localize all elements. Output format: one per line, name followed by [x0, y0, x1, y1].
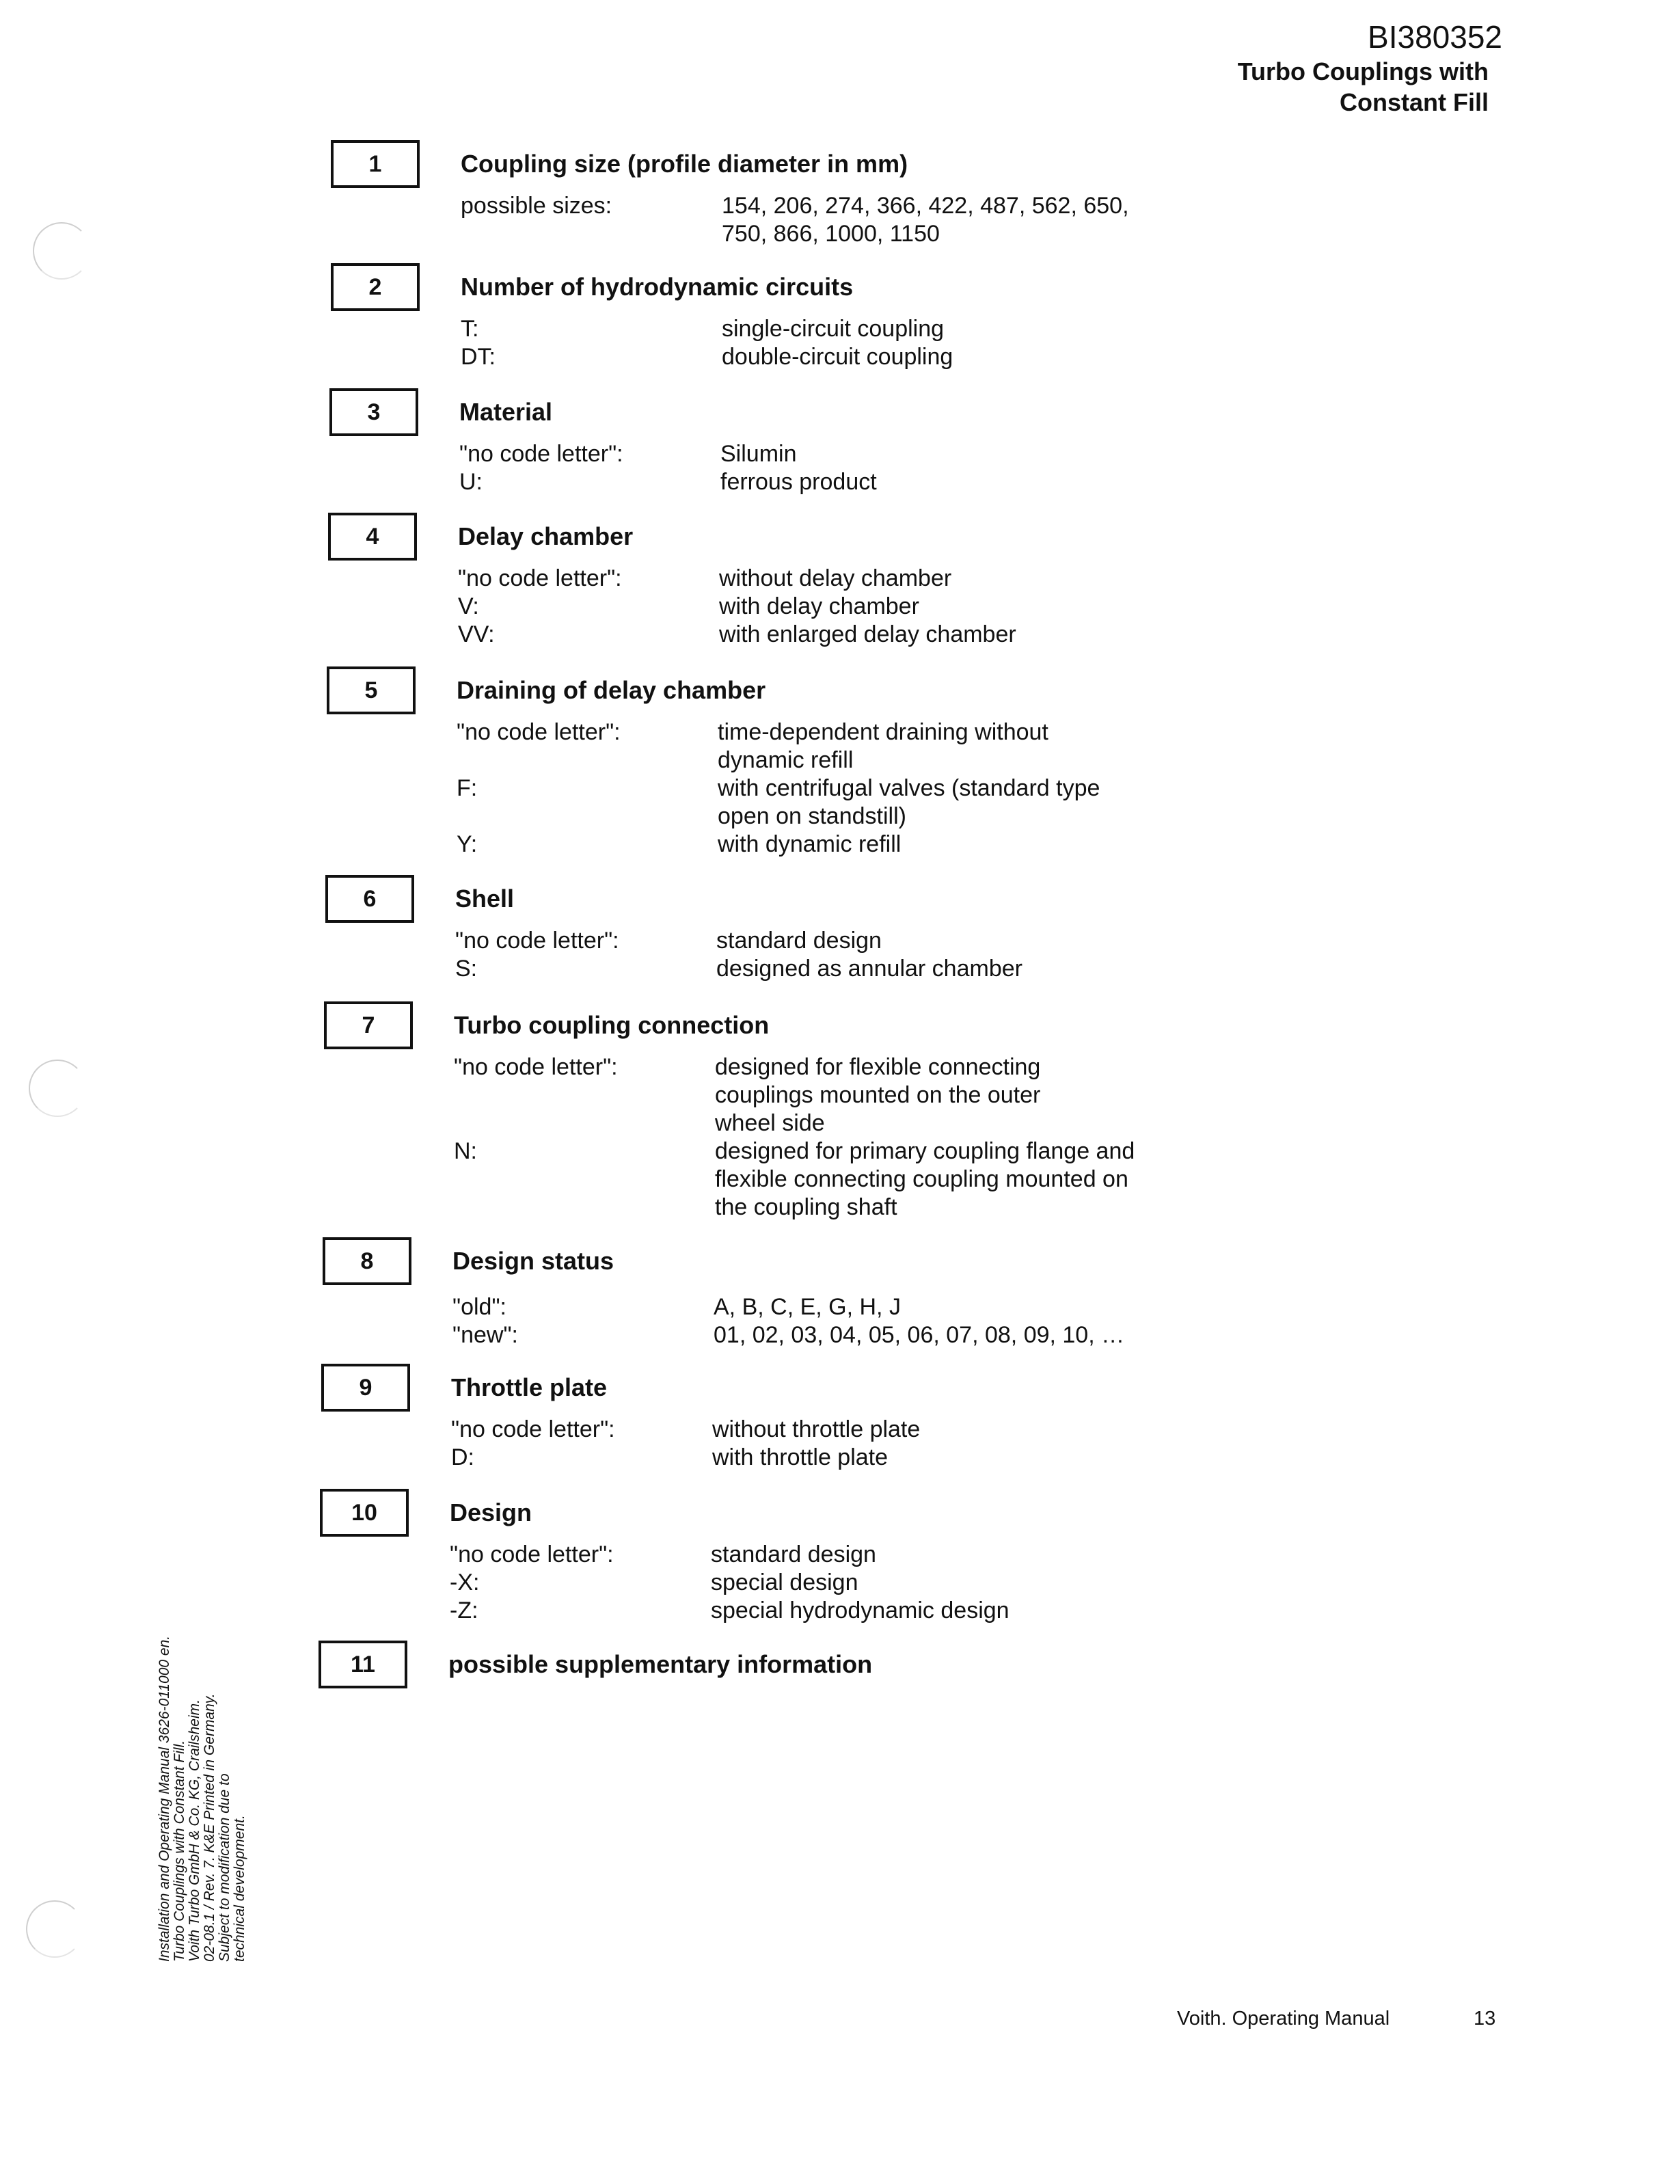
code-letter: DT: — [461, 344, 496, 370]
document-subtitle — [1238, 56, 1489, 118]
code-description: with enlarged delay chamber — [719, 621, 1016, 647]
code-description: time-dependent draining without dynamic refill — [718, 719, 1048, 773]
code-row — [454, 1053, 1180, 1137]
section-number-box: 2 — [331, 263, 420, 311]
code-row — [454, 1137, 1180, 1222]
code-letter: N: — [454, 1138, 477, 1164]
code-description: without throttle plate — [712, 1416, 921, 1442]
binder-hole-middle — [29, 1060, 86, 1117]
section-title: Design — [450, 1498, 532, 1526]
code-row — [452, 1321, 1178, 1349]
code-row — [461, 192, 1187, 248]
section-number-box: 6 — [325, 875, 414, 923]
code-row — [451, 1416, 1177, 1444]
code-row — [461, 343, 1187, 371]
code-description: with dynamic refill — [718, 831, 902, 857]
section-number-box: 3 — [329, 388, 418, 436]
subtitle-line-2: Constant Fill — [1340, 88, 1489, 116]
section-number-box: 4 — [328, 513, 417, 561]
code-row — [455, 927, 1181, 955]
section-title: Draining of delay chamber — [457, 676, 766, 704]
section-number-box: 7 — [324, 1001, 413, 1049]
code-letter: "no code letter": — [459, 441, 623, 467]
code-description: 01, 02, 03, 04, 05, 06, 07, 08, 09, 10, … — [714, 1322, 1125, 1348]
binder-hole-top — [33, 222, 90, 280]
section-rows — [459, 440, 1185, 496]
section-number-box: 1 — [331, 140, 420, 188]
binder-hole-bottom — [26, 1900, 83, 1958]
section-rows — [457, 718, 1182, 859]
section-title: Turbo coupling connection — [454, 1011, 770, 1039]
section-number-box: 9 — [321, 1364, 410, 1412]
code-letter: F: — [457, 775, 478, 801]
code-row — [455, 955, 1181, 983]
section-rows — [461, 192, 1187, 248]
code-description: double-circuit coupling — [722, 344, 953, 370]
code-description: with centrifugal valves (standard type open on standstill) — [718, 775, 1100, 829]
code-row — [458, 593, 1184, 621]
page-number: 13 — [1474, 2008, 1496, 2030]
code-letter: "no code letter": — [458, 565, 622, 591]
code-row — [458, 621, 1184, 649]
code-letter: S: — [455, 956, 478, 982]
code-letter: -X: — [450, 1569, 480, 1595]
code-description: with throttle plate — [712, 1444, 889, 1470]
code-description: without delay chamber — [719, 565, 952, 591]
section-title: Design status — [452, 1247, 614, 1275]
code-description: standard design — [711, 1541, 876, 1567]
code-letter: "old": — [452, 1294, 506, 1320]
code-letter: U: — [459, 469, 483, 495]
code-letter: "no code letter": — [454, 1054, 618, 1080]
code-description: with delay chamber — [719, 593, 919, 619]
code-letter: possible sizes: — [461, 193, 612, 219]
code-row — [450, 1597, 1176, 1625]
code-letter: D: — [451, 1444, 474, 1470]
code-row — [451, 1444, 1177, 1472]
document-id: BI380352 — [1368, 19, 1502, 55]
code-description: 154, 206, 274, 366, 422, 487, 562, 650, 750, 866, 1000, 1150 — [722, 193, 1129, 247]
section-rows — [450, 1541, 1176, 1625]
code-description: Silumin — [720, 441, 797, 467]
code-description: designed for flexible connecting couplings mounted on the outer wheel side — [715, 1054, 1041, 1136]
section-number-box: 8 — [323, 1237, 411, 1285]
code-description: single-circuit coupling — [722, 316, 945, 342]
section-title: Shell — [455, 885, 515, 913]
code-description: special design — [711, 1569, 858, 1595]
code-row — [457, 831, 1182, 859]
section-title: Coupling size (profile diameter in mm) — [461, 150, 908, 178]
section-title: Number of hydrodynamic circuits — [461, 273, 854, 301]
section-title: Material — [459, 398, 553, 426]
subtitle-line-1: Turbo Couplings with — [1237, 57, 1489, 85]
code-letter: "no code letter": — [455, 928, 619, 954]
code-letter: VV: — [458, 621, 495, 647]
section-title: Throttle plate — [451, 1373, 608, 1401]
section-rows — [454, 1053, 1180, 1222]
code-row — [458, 565, 1184, 593]
code-letter: T: — [461, 316, 479, 342]
code-description: standard design — [716, 928, 882, 954]
code-row — [457, 774, 1182, 831]
code-letter: Y: — [457, 831, 478, 857]
code-description: designed as annular chamber — [716, 956, 1022, 982]
code-description: designed for primary coupling flange and flexible connecting coupling mounted on the coupling shaft — [715, 1138, 1135, 1220]
section-rows — [452, 1293, 1178, 1349]
code-row — [459, 440, 1185, 468]
code-row — [450, 1541, 1176, 1569]
section-number-box: 11 — [319, 1641, 407, 1688]
section-rows — [455, 927, 1181, 983]
section-title: possible supplementary information — [448, 1650, 873, 1678]
code-letter: "no code letter": — [450, 1541, 614, 1567]
code-row — [452, 1293, 1178, 1321]
footer-manual-name: Voith. Operating Manual — [1177, 2008, 1390, 2030]
section-title: Delay chamber — [458, 522, 634, 550]
code-row — [457, 718, 1182, 774]
code-letter: "no code letter": — [457, 719, 621, 745]
code-description: ferrous product — [720, 469, 877, 495]
side-note: Installation and Operating Manual 3626-011000 en. Turbo Couplings with Constant Fill. Voith Turbo GmbH & Co. KG, Crailsheim. 02-08.1 / Rev. 7. K&E Printed in Germany. Subject to modification due to technical development. — [157, 1635, 247, 1962]
section-rows — [451, 1416, 1177, 1472]
section-rows — [461, 315, 1187, 371]
section-rows — [458, 565, 1184, 649]
section-number-box: 10 — [320, 1489, 409, 1537]
code-row — [461, 315, 1187, 343]
code-letter: "new": — [452, 1322, 518, 1348]
code-row — [450, 1569, 1176, 1597]
code-description: A, B, C, E, G, H, J — [714, 1294, 901, 1320]
code-description: special hydrodynamic design — [711, 1597, 1010, 1623]
code-letter: -Z: — [450, 1597, 478, 1623]
code-letter: "no code letter": — [451, 1416, 615, 1442]
section-number-box: 5 — [327, 666, 416, 714]
code-row — [459, 468, 1185, 496]
code-letter: V: — [458, 593, 479, 619]
